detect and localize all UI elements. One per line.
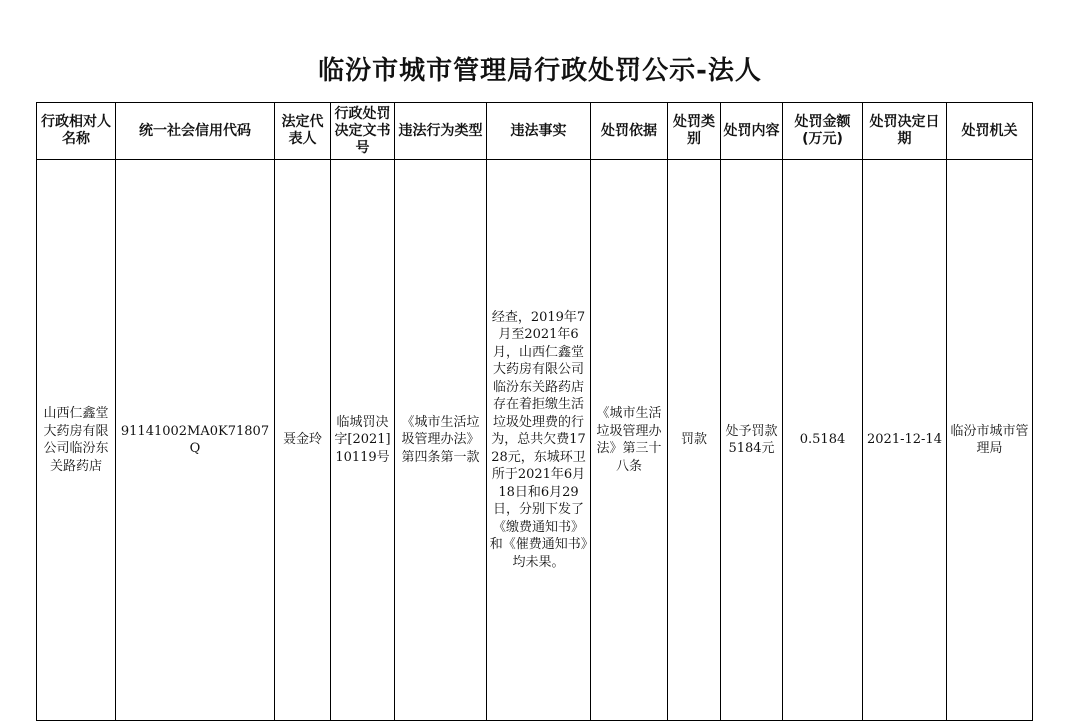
cell-basis: 《城市生活垃圾管理办法》第三十八条 — [591, 160, 668, 721]
header-date: 处罚决定日期 — [863, 103, 947, 160]
header-credit-code: 统一社会信用代码 — [116, 103, 275, 160]
cell-party-name: 山西仁鑫堂大药房有限公司临汾东关路药店 — [37, 160, 116, 721]
header-authority: 处罚机关 — [947, 103, 1033, 160]
penalty-table — [36, 102, 1033, 721]
cell-credit-code: 91141002MA0K71807Q — [116, 160, 275, 721]
cell-violation-type: 《城市生活垃圾管理办法》第四条第一款 — [395, 160, 487, 721]
page-title: 临汾市城市管理局行政处罚公示-法人 — [318, 56, 762, 86]
cell-doc-no: 临城罚决字[2021]10119号 — [331, 160, 395, 721]
header-basis: 处罚依据 — [591, 103, 668, 160]
header-row — [37, 103, 1033, 160]
table-row — [37, 160, 1033, 721]
header-amount: 处罚金额(万元) — [783, 103, 863, 160]
header-facts: 违法事实 — [487, 103, 591, 160]
cell-facts: 经查，2019年7月至2021年6月，山西仁鑫堂大药房有限公司临汾东关路药店存在着拒缴生活垃圾处理费的行为，总共欠费1728元，东城环卫所于2021年6月18日和6月29日，分别下发了《缴费通知书》和《催费通知书》均未果。 — [487, 160, 591, 721]
header-legal-rep: 法定代表人 — [275, 103, 331, 160]
cell-amount: 0.5184 — [783, 160, 863, 721]
cell-legal-rep: 聂金玲 — [275, 160, 331, 721]
cell-category: 罚款 — [668, 160, 721, 721]
header-doc-no: 行政处罚决定文书号 — [331, 103, 395, 160]
cell-content: 处予罚款5184元 — [721, 160, 783, 721]
header-content: 处罚内容 — [721, 103, 783, 160]
cell-date: 2021-12-14 — [863, 160, 947, 721]
cell-authority: 临汾市城市管理局 — [947, 160, 1033, 721]
header-category: 处罚类别 — [668, 103, 721, 160]
header-party-name: 行政相对人名称 — [37, 103, 116, 160]
header-violation-type: 违法行为类型 — [395, 103, 487, 160]
